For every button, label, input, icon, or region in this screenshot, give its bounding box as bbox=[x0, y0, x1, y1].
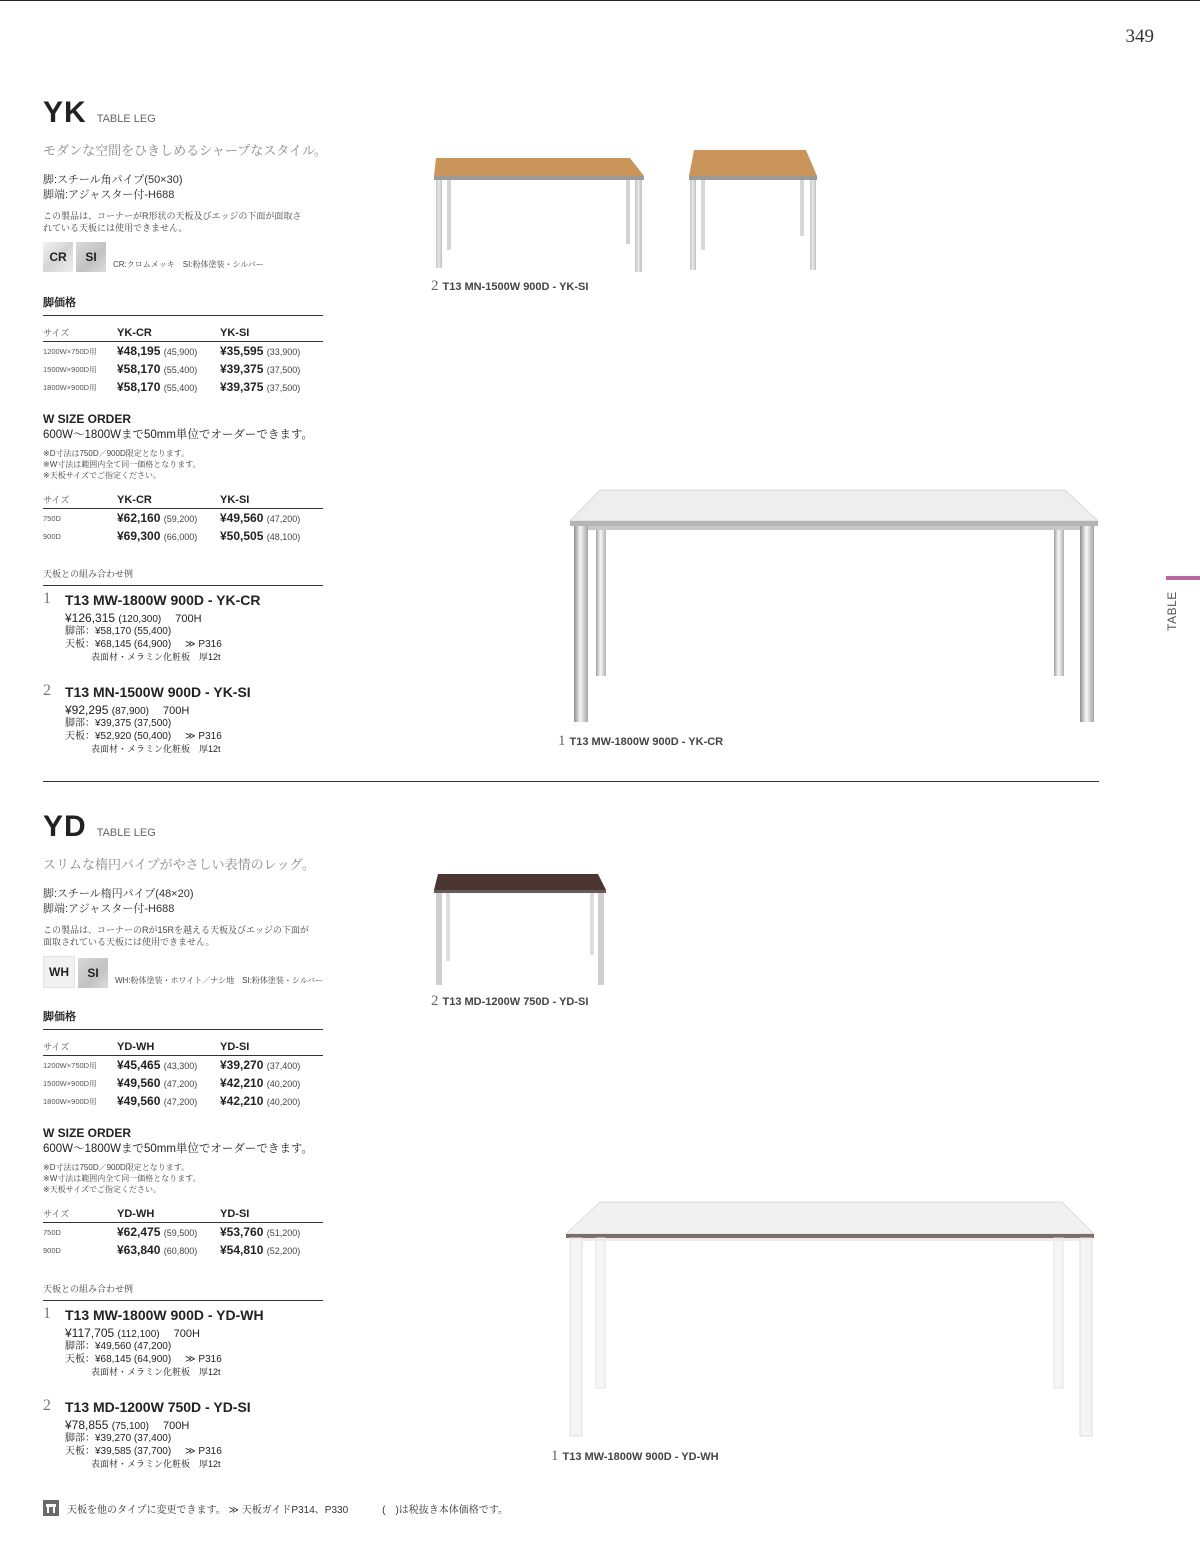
price-cell bbox=[117, 1074, 220, 1092]
spec bbox=[43, 887, 333, 917]
spec-adjuster: 脚端:アジャスター付-H688 bbox=[43, 189, 175, 201]
price: ¥69,300 bbox=[117, 529, 161, 543]
wso-notes bbox=[43, 448, 333, 481]
col-header: YK-CR bbox=[117, 489, 220, 509]
wso-table bbox=[43, 1203, 323, 1259]
leg-price: 脚部：¥49,560 (47,200) bbox=[65, 1341, 172, 1352]
table-header-row bbox=[43, 1036, 323, 1056]
price: ¥53,760 bbox=[220, 1225, 264, 1239]
price-cell bbox=[220, 527, 323, 545]
photo-caption bbox=[431, 278, 588, 295]
table-header-row bbox=[43, 1203, 323, 1223]
price-cell bbox=[220, 1056, 323, 1075]
price: ¥58,170 bbox=[117, 380, 161, 394]
size-cell: 1800W×900D用 bbox=[43, 382, 97, 392]
top-price: 天板：¥39,585 (37,700) bbox=[65, 1446, 172, 1457]
price-ex: (75,100) bbox=[111, 1421, 149, 1432]
material: 表面材・メラミン化粧板 厚12t bbox=[91, 1459, 221, 1469]
combo-number: 1 bbox=[43, 590, 51, 607]
table-row bbox=[43, 1092, 323, 1110]
catchphrase: モダンな空間をひきしめるシャープなスタイル。 bbox=[43, 143, 327, 158]
col-header: YD-SI bbox=[220, 1036, 323, 1056]
price-cell bbox=[117, 342, 220, 361]
caption-text: T13 MD-1200W 750D - YD-SI bbox=[442, 996, 589, 1008]
price: ¥58,170 bbox=[117, 362, 161, 376]
page-number: 349 bbox=[1125, 26, 1154, 47]
col-header: YK-SI bbox=[220, 322, 323, 342]
price-cell bbox=[117, 378, 220, 396]
price: ¥62,160 bbox=[117, 511, 161, 525]
combo-number: 1 bbox=[43, 1305, 51, 1322]
table-photo-oak-square bbox=[689, 150, 817, 270]
table-row bbox=[43, 1074, 323, 1092]
finish-swatches bbox=[43, 242, 333, 272]
combo-title: 天板との組み合わせ例 bbox=[43, 1284, 134, 1294]
price: ¥78,855 bbox=[65, 1418, 109, 1432]
combo-name: T13 MD-1200W 750D - YD-SI bbox=[65, 1399, 251, 1415]
price-cell bbox=[220, 1092, 323, 1110]
section-code: YD bbox=[43, 810, 87, 843]
table-row bbox=[43, 527, 323, 545]
yk-header bbox=[43, 96, 333, 272]
price-cell bbox=[220, 342, 323, 361]
price: ¥54,810 bbox=[220, 1243, 264, 1257]
caption-text: T13 MN-1500W 900D - YK-SI bbox=[442, 281, 589, 293]
section-code: YK bbox=[43, 96, 87, 129]
wso-note: ※W寸法は範囲内全て同一価格となります。 bbox=[43, 1174, 201, 1183]
price: ¥35,595 bbox=[220, 344, 264, 358]
usage-note-line: この製品は、コーナーがR形状の天板及びエッジの下面が面取さ bbox=[43, 211, 302, 221]
table-header-row bbox=[43, 322, 323, 342]
col-header: サイズ bbox=[43, 1203, 117, 1223]
price-ex: (120,300) bbox=[118, 614, 162, 625]
top-rule bbox=[0, 0, 1200, 1]
combo-price bbox=[65, 703, 323, 717]
page-ref-link[interactable]: ≫ P316 bbox=[185, 1446, 222, 1457]
yd-combo-heading bbox=[43, 1282, 323, 1301]
col-header: YD-WH bbox=[117, 1203, 220, 1223]
table-row bbox=[43, 360, 323, 378]
size-cell: 750D bbox=[43, 513, 61, 523]
price-cell bbox=[220, 509, 323, 528]
divider bbox=[43, 1029, 323, 1030]
section-divider bbox=[43, 781, 1099, 782]
usage-note-line: 面取されている天板には使用できません。 bbox=[43, 937, 215, 947]
combo-price bbox=[65, 1418, 323, 1432]
price: ¥50,505 bbox=[220, 529, 264, 543]
price-ex: (47,200) bbox=[163, 1079, 198, 1089]
price-ex: (43,300) bbox=[163, 1061, 198, 1071]
wso-title: W SIZE ORDER bbox=[43, 412, 132, 426]
price-cell bbox=[220, 378, 323, 396]
col-header: サイズ bbox=[43, 322, 117, 342]
price-cell bbox=[117, 509, 220, 528]
leg-price: 脚部：¥39,375 (37,500) bbox=[65, 718, 172, 729]
usage-note-line: れている天板には使用できません。 bbox=[43, 223, 188, 233]
tabletop-change-icon bbox=[43, 1500, 59, 1516]
photo-caption bbox=[431, 993, 588, 1010]
combo-name: T13 MW-1800W 900D - YD-WH bbox=[65, 1307, 264, 1323]
size-cell: 1500W×900D用 bbox=[43, 1078, 97, 1088]
price-ex: (66,000) bbox=[163, 532, 198, 542]
col-header: YK-CR bbox=[117, 322, 220, 342]
caption-number: 2 bbox=[431, 993, 439, 1009]
yd-combo-1 bbox=[43, 1307, 323, 1379]
footer bbox=[43, 1500, 508, 1516]
combo-title: 天板との組み合わせ例 bbox=[43, 569, 134, 579]
finish-swatches bbox=[43, 956, 333, 988]
top-price: 天板：¥52,920 (50,400) bbox=[65, 731, 172, 742]
size-cell: 1500W×900D用 bbox=[43, 364, 97, 374]
top-price-line bbox=[65, 1445, 323, 1458]
price-cell bbox=[220, 1223, 323, 1242]
top-price-line bbox=[65, 638, 323, 651]
height: 700H bbox=[173, 1328, 200, 1340]
price-cell bbox=[117, 1056, 220, 1075]
spec-leg: 脚:スチール楕円パイプ(48×20) bbox=[43, 888, 194, 900]
price-ex: (55,400) bbox=[163, 383, 198, 393]
price-title: 脚価格 bbox=[43, 1011, 76, 1023]
wso-note: ※天板サイズでご指定ください。 bbox=[43, 471, 162, 480]
price: ¥48,195 bbox=[117, 344, 161, 358]
side-tab[interactable] bbox=[1158, 590, 1188, 630]
wso-note: ※D寸法は750D／900D限定となります。 bbox=[43, 449, 190, 458]
photo-caption bbox=[558, 733, 723, 750]
size-cell: 900D bbox=[43, 1245, 61, 1255]
price: ¥39,375 bbox=[220, 380, 264, 394]
wso-desc: 600W～1800Wまで50mm単位でオーダーできます。 bbox=[43, 1143, 314, 1155]
leg-price: 脚部：¥58,170 (55,400) bbox=[65, 626, 172, 637]
col-header: サイズ bbox=[43, 1036, 117, 1056]
yk-small-table-photos bbox=[430, 150, 830, 275]
price-ex: (47,200) bbox=[266, 514, 301, 524]
size-cell: 1200W×750D用 bbox=[43, 1060, 97, 1070]
price: ¥42,210 bbox=[220, 1076, 264, 1090]
catchphrase: スリムな楕円パイプがやさしい表情のレッグ。 bbox=[43, 857, 315, 872]
price: ¥39,270 bbox=[220, 1058, 264, 1072]
swatch-legend: WH:粉体塗装・ホワイト／ナシ地 SI:粉体塗装・シルバー bbox=[115, 976, 324, 985]
col-header: サイズ bbox=[43, 489, 117, 509]
combo-number: 2 bbox=[43, 1397, 51, 1414]
photo-caption bbox=[551, 1448, 719, 1465]
wso-desc: 600W～1800Wまで50mm単位でオーダーできます。 bbox=[43, 429, 314, 441]
swatch-si[interactable]: SI bbox=[76, 242, 106, 272]
price-cell bbox=[220, 1241, 323, 1259]
price-ex: (55,400) bbox=[163, 365, 198, 375]
top-price: 天板：¥68,145 (64,900) bbox=[65, 1354, 172, 1365]
yk-combo-1 bbox=[43, 592, 323, 664]
yd-small-table-photo bbox=[430, 870, 610, 990]
combo-price bbox=[65, 611, 323, 625]
wso-note: ※D寸法は750D／900D限定となります。 bbox=[43, 1163, 190, 1172]
material: 表面材・メラミン化粧板 厚12t bbox=[91, 652, 221, 662]
table-row bbox=[43, 1241, 323, 1259]
yd-header bbox=[43, 810, 333, 988]
price-ex: (112,100) bbox=[117, 1329, 160, 1340]
combo-number: 2 bbox=[43, 682, 51, 699]
table-row bbox=[43, 1056, 323, 1075]
yd-price-block bbox=[43, 1008, 323, 1110]
price-ex: (40,200) bbox=[266, 1097, 301, 1107]
page-ref-link[interactable]: ≫ P316 bbox=[185, 639, 222, 650]
divider bbox=[43, 1300, 323, 1301]
divider bbox=[43, 315, 323, 316]
swatch-si[interactable]: SI bbox=[78, 958, 108, 988]
yd-wso-block bbox=[43, 1126, 333, 1259]
yk-combo-2 bbox=[43, 684, 323, 756]
height: 700H bbox=[162, 1420, 190, 1432]
wso-note: ※天板サイズでご指定ください。 bbox=[43, 1185, 162, 1194]
price-ex: (37,500) bbox=[266, 383, 301, 393]
price-ex: (45,900) bbox=[163, 347, 198, 357]
swatch-legend: CR:クロムメッキ SI:粉体塗装・シルバー bbox=[113, 260, 264, 269]
wso-title: W SIZE ORDER bbox=[43, 1126, 132, 1140]
size-cell: 1200W×750D用 bbox=[43, 346, 97, 356]
price-table bbox=[43, 1036, 323, 1110]
price-table bbox=[43, 322, 323, 396]
price-ex: (59,200) bbox=[163, 514, 198, 524]
spec-adjuster: 脚端:アジャスター付-H688 bbox=[43, 903, 175, 915]
section-subtitle: TABLE LEG bbox=[96, 827, 156, 839]
price-ex: (33,900) bbox=[266, 347, 301, 357]
combo-price bbox=[65, 1326, 323, 1340]
page-ref-link[interactable]: ≫ P316 bbox=[185, 731, 222, 742]
table-header-row bbox=[43, 489, 323, 509]
top-price: 天板：¥68,145 (64,900) bbox=[65, 639, 172, 650]
price-cell bbox=[117, 527, 220, 545]
material: 表面材・メラミン化粧板 厚12t bbox=[91, 1367, 221, 1377]
yk-large-table-photo bbox=[560, 485, 1105, 730]
price: ¥45,465 bbox=[117, 1058, 161, 1072]
table-row bbox=[43, 1223, 323, 1242]
price: ¥63,840 bbox=[117, 1243, 161, 1257]
caption-number: 1 bbox=[558, 733, 566, 749]
caption-number: 1 bbox=[551, 1448, 559, 1464]
price-ex: (48,100) bbox=[266, 532, 301, 542]
top-price-line bbox=[65, 1353, 323, 1366]
size-cell: 1800W×900D用 bbox=[43, 1096, 97, 1106]
price-cell bbox=[117, 1223, 220, 1242]
yd-combo-2 bbox=[43, 1399, 323, 1471]
height: 700H bbox=[175, 613, 202, 625]
col-header: YD-SI bbox=[220, 1203, 323, 1223]
caption-text: T13 MW-1800W 900D - YD-WH bbox=[562, 1451, 719, 1463]
price-title: 脚価格 bbox=[43, 297, 76, 309]
wso-note: ※W寸法は範囲内全て同一価格となります。 bbox=[43, 460, 201, 469]
combo-name: T13 MN-1500W 900D - YK-SI bbox=[65, 684, 251, 700]
yd-large-table-photo bbox=[562, 1198, 1102, 1448]
table-row bbox=[43, 509, 323, 528]
yk-combo-heading bbox=[43, 567, 323, 586]
footer-tabletop-note[interactable]: 天板を他のタイプに変更できます。 ≫ 天板ガイドP314、P330 bbox=[67, 1504, 349, 1516]
material: 表面材・メラミン化粧板 厚12t bbox=[91, 744, 221, 754]
price-ex: (87,900) bbox=[111, 706, 149, 717]
usage-note-line: この製品は、コーナーのRが15Rを越える天板及びエッジの下面が bbox=[43, 925, 309, 935]
page-ref-link[interactable]: ≫ P316 bbox=[185, 1354, 222, 1365]
usage-note bbox=[43, 924, 333, 948]
price-cell bbox=[117, 1241, 220, 1259]
usage-note bbox=[43, 210, 333, 234]
price-cell bbox=[220, 360, 323, 378]
top-price-line bbox=[65, 730, 323, 743]
size-cell: 750D bbox=[43, 1227, 61, 1237]
height: 700H bbox=[162, 705, 190, 717]
price-cell bbox=[117, 1092, 220, 1110]
wso-table bbox=[43, 489, 323, 545]
leg-price: 脚部：¥39,270 (37,400) bbox=[65, 1433, 172, 1444]
price-ex: (59,500) bbox=[163, 1228, 198, 1238]
price-ex: (37,400) bbox=[266, 1061, 301, 1071]
col-header: YD-WH bbox=[117, 1036, 220, 1056]
price-ex: (52,200) bbox=[266, 1246, 301, 1256]
price: ¥39,375 bbox=[220, 362, 264, 376]
spec bbox=[43, 173, 333, 203]
price-ex: (40,200) bbox=[266, 1079, 301, 1089]
section-subtitle: TABLE LEG bbox=[96, 113, 156, 125]
price: ¥117,705 bbox=[65, 1326, 115, 1340]
size-cell: 900D bbox=[43, 531, 61, 541]
divider bbox=[43, 585, 323, 586]
combo-name: T13 MW-1800W 900D - YK-CR bbox=[65, 592, 261, 608]
price: ¥62,475 bbox=[117, 1225, 161, 1239]
caption-text: T13 MW-1800W 900D - YK-CR bbox=[569, 736, 724, 748]
price-ex: (47,200) bbox=[163, 1097, 198, 1107]
price-cell bbox=[117, 360, 220, 378]
price-ex: (37,500) bbox=[266, 365, 301, 375]
price: ¥49,560 bbox=[117, 1094, 161, 1108]
col-header: YK-SI bbox=[220, 489, 323, 509]
swatch-cr[interactable]: CR bbox=[43, 242, 73, 272]
price: ¥92,295 bbox=[65, 703, 109, 717]
caption-number: 2 bbox=[431, 278, 439, 294]
price: ¥49,560 bbox=[220, 511, 264, 525]
wso-notes bbox=[43, 1162, 333, 1195]
price-cell bbox=[220, 1074, 323, 1092]
yk-wso-block bbox=[43, 412, 333, 545]
price: ¥42,210 bbox=[220, 1094, 264, 1108]
table-row bbox=[43, 342, 323, 361]
side-tab-accent bbox=[1166, 576, 1200, 580]
spec-leg: 脚:スチール角パイプ(50×30) bbox=[43, 174, 183, 186]
yk-price-block bbox=[43, 294, 323, 396]
table-photo-oak-wide bbox=[434, 158, 644, 272]
side-tab-label: TABLE bbox=[1164, 591, 1179, 631]
footer-tax-note: ( )は税抜き本体価格です。 bbox=[382, 1504, 509, 1516]
price-ex: (60,800) bbox=[163, 1246, 198, 1256]
price: ¥49,560 bbox=[117, 1076, 161, 1090]
price: ¥126,315 bbox=[65, 611, 116, 625]
price-ex: (51,200) bbox=[266, 1228, 301, 1238]
swatch-wh[interactable]: WH bbox=[43, 956, 75, 988]
table-row bbox=[43, 378, 323, 396]
